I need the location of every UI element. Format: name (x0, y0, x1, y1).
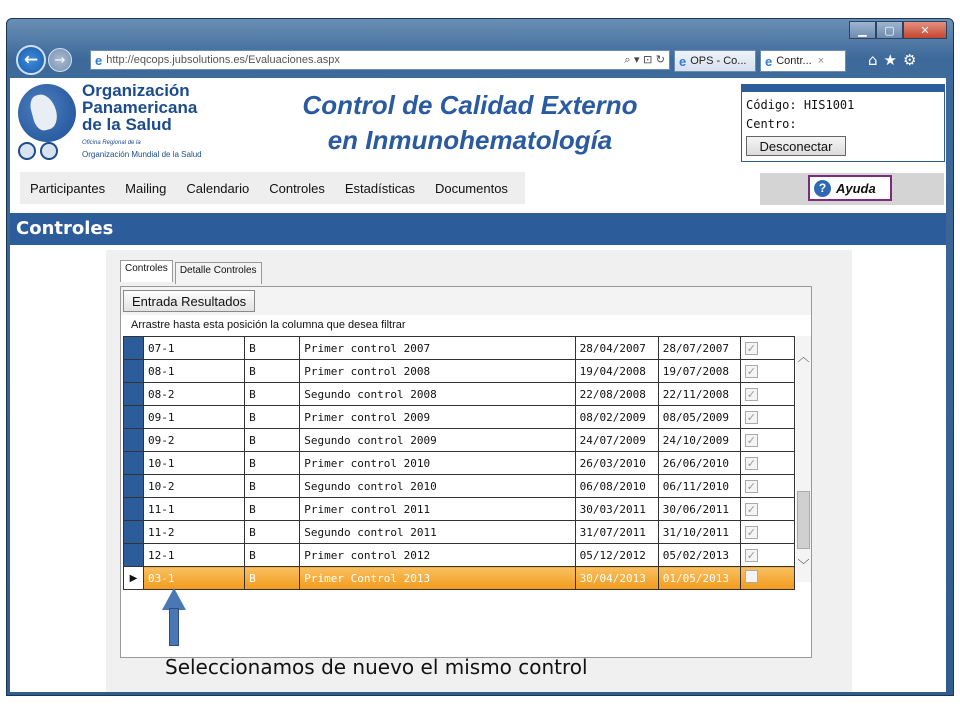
tab-controles[interactable]: Controles (120, 260, 173, 282)
row-selector[interactable] (124, 452, 144, 475)
cell-end-date: 19/07/2008 (658, 360, 740, 383)
controls-panel (106, 250, 852, 692)
help-icon: ? (814, 180, 831, 197)
cell-name: Primer control 2010 (300, 452, 575, 475)
pointer-arrow-icon (169, 608, 179, 646)
cell-start-date: 19/04/2008 (575, 360, 658, 383)
completed-checkbox[interactable]: ✓ (746, 548, 756, 562)
cell-start-date: 30/04/2013 (575, 567, 658, 590)
cell-name: Segundo control 2009 (300, 429, 575, 452)
completed-checkbox[interactable] (745, 570, 758, 583)
disconnect-button[interactable]: Desconectar (746, 136, 846, 156)
cell-end-date: 24/10/2009 (658, 429, 740, 452)
menu-controles[interactable]: Controles (269, 180, 325, 196)
panel-tabs (120, 260, 264, 284)
entrada-resultados-button[interactable]: Entrada Resultados (123, 290, 255, 312)
completed-checkbox[interactable]: ✓ (746, 479, 756, 493)
table-row[interactable] (124, 452, 795, 475)
cell-start-date: 28/04/2007 (575, 337, 658, 360)
table-row[interactable] (124, 498, 795, 521)
row-selector[interactable] (124, 406, 144, 429)
pointer-arrow-head-icon (162, 588, 186, 610)
browser-tab-ops[interactable] (674, 50, 756, 72)
cell-completed (740, 544, 794, 567)
cell-type: B (245, 406, 300, 429)
tab-close-icon[interactable]: × (817, 55, 825, 67)
menu-participantes[interactable]: Participantes (30, 180, 106, 196)
cell-completed (740, 521, 794, 544)
page-title: Control de Calidad Externo en Inmunohematología (302, 90, 638, 155)
section-title: Controles (10, 213, 946, 245)
table-row[interactable] (124, 567, 795, 590)
cell-type: B (245, 498, 300, 521)
row-selector[interactable] (124, 337, 144, 360)
controls-table (123, 336, 795, 590)
cell-type: B (245, 567, 300, 590)
org-subtitle: Oficina Regional de la (82, 140, 141, 146)
cell-type: B (245, 452, 300, 475)
help-button[interactable]: ? Ayuda (808, 175, 892, 201)
table-row[interactable] (124, 544, 795, 567)
cell-completed (740, 337, 794, 360)
table-row[interactable] (124, 337, 795, 360)
cell-code: 10-1 (144, 452, 245, 475)
cell-start-date: 05/12/2012 (575, 544, 658, 567)
cell-name: Primer control 2009 (300, 406, 575, 429)
cell-name: Primer control 2007 (300, 337, 575, 360)
codigo-row: Código: HIS1001 (746, 98, 855, 112)
completed-checkbox[interactable]: ✓ (746, 341, 756, 355)
browser-toolbar (10, 44, 948, 76)
row-selector[interactable]: ▶ (124, 567, 144, 590)
scroll-down-icon[interactable]: ﹀ (797, 558, 810, 572)
table-row[interactable] (124, 383, 795, 406)
back-button[interactable] (16, 45, 46, 75)
grid-scrollbar[interactable] (796, 336, 811, 582)
scroll-up-icon[interactable]: ︿ (797, 350, 810, 364)
back-arrow-icon: ← (23, 50, 39, 70)
menu-estadisticas[interactable]: Estadísticas (344, 180, 415, 196)
address-tools-icon[interactable]: ⌕ ▾ ⊡ ↻ (624, 53, 665, 66)
address-url: http://eqcops.jubsolutions.es/Evaluaciones.aspx (106, 54, 340, 66)
cell-type: B (245, 521, 300, 544)
cell-end-date: 01/05/2013 (658, 567, 740, 590)
ie-tab-icon: e (679, 53, 687, 69)
tab-detalle-controles[interactable]: Detalle Controles (175, 262, 262, 284)
cell-completed (740, 360, 794, 383)
cell-type: B (245, 475, 300, 498)
main-menu (20, 172, 525, 204)
who-emblem-icon (40, 142, 58, 160)
controls-grid (120, 286, 812, 658)
menu-mailing[interactable]: Mailing (125, 180, 167, 196)
ops-logo (16, 82, 226, 164)
cell-completed (740, 406, 794, 429)
cell-code: 09-1 (144, 406, 245, 429)
table-row[interactable] (124, 429, 795, 452)
row-selector[interactable] (124, 475, 144, 498)
cell-completed (740, 567, 794, 590)
cell-code: 11-2 (144, 521, 245, 544)
table-row[interactable] (124, 521, 795, 544)
row-selector[interactable] (124, 429, 144, 452)
menu-documentos[interactable]: Documentos (434, 180, 508, 196)
minimize-button[interactable]: ▁ (849, 21, 876, 39)
browser-tab-controles[interactable] (760, 50, 846, 72)
completed-checkbox[interactable]: ✓ (746, 364, 756, 378)
row-selector[interactable] (124, 360, 144, 383)
cell-completed (740, 452, 794, 475)
cell-name: Segundo control 2008 (300, 383, 575, 406)
login-box (741, 84, 945, 162)
cell-code: 11-1 (144, 498, 245, 521)
home-favorites-settings-icons[interactable]: ⌂★⚙ (868, 51, 923, 69)
menu-calendario[interactable]: Calendario (186, 180, 250, 196)
cell-end-date: 06/11/2010 (658, 475, 740, 498)
centro-row: Centro: (746, 117, 797, 131)
address-bar[interactable] (90, 50, 670, 70)
tab-label: OPS - Co... (690, 55, 747, 67)
cell-type: B (245, 360, 300, 383)
row-selector[interactable] (124, 521, 144, 544)
cell-type: B (245, 429, 300, 452)
cell-end-date: 28/07/2007 (658, 337, 740, 360)
window-controls (849, 21, 947, 39)
cell-type: B (245, 383, 300, 406)
row-selector[interactable] (124, 498, 144, 521)
cell-start-date: 22/08/2008 (575, 383, 658, 406)
completed-checkbox[interactable]: ✓ (746, 387, 756, 401)
cell-start-date: 31/07/2011 (575, 521, 658, 544)
close-window-button[interactable]: ✕ (903, 21, 947, 39)
cell-name: Segundo control 2011 (300, 521, 575, 544)
completed-checkbox[interactable]: ✓ (746, 410, 756, 424)
scroll-thumb[interactable] (797, 491, 810, 549)
cell-start-date: 08/02/2009 (575, 406, 658, 429)
completed-checkbox[interactable]: ✓ (746, 456, 756, 470)
table-row[interactable] (124, 360, 795, 383)
completed-checkbox[interactable]: ✓ (746, 433, 756, 447)
cell-name: Primer control 2012 (300, 544, 575, 567)
cell-completed (740, 383, 794, 406)
cell-completed (740, 475, 794, 498)
cell-end-date: 08/05/2009 (658, 406, 740, 429)
cell-name: Primer control 2011 (300, 498, 575, 521)
cell-name: Primer control 2008 (300, 360, 575, 383)
tab-label: Contr... (776, 55, 812, 67)
annotation-caption: Seleccionamos de nuevo el mismo control (165, 655, 588, 679)
codigo-value: HIS1001 (803, 98, 855, 112)
org-name: Organización Panamericana de la Salud (82, 81, 198, 134)
group-by-hint: Arrastre hasta esta posición la columna que desea filtrar (131, 319, 406, 331)
cell-end-date: 22/11/2008 (658, 383, 740, 406)
cell-code: 12-1 (144, 544, 245, 567)
grid-toolbar (121, 287, 811, 315)
help-bar (760, 173, 944, 205)
ie-tab-icon: e (765, 53, 773, 69)
cell-code: 08-1 (144, 360, 245, 383)
cell-start-date: 06/08/2010 (575, 475, 658, 498)
cell-name: Primer Control 2013 (300, 567, 575, 590)
cell-end-date: 30/06/2011 (658, 498, 740, 521)
completed-checkbox[interactable]: ✓ (746, 525, 756, 539)
cell-code: 09-2 (144, 429, 245, 452)
cell-end-date: 31/10/2011 (658, 521, 740, 544)
org-subtitle-who: Organización Mundial de la Salud (82, 150, 202, 159)
cell-end-date: 05/02/2013 (658, 544, 740, 567)
cell-start-date: 24/07/2009 (575, 429, 658, 452)
forward-button[interactable] (48, 48, 72, 72)
row-selector[interactable] (124, 383, 144, 406)
table-row[interactable] (124, 406, 795, 429)
cell-name: Segundo control 2010 (300, 475, 575, 498)
cell-completed (740, 429, 794, 452)
cell-end-date: 26/06/2010 (658, 452, 740, 475)
paho-emblem-icon (18, 142, 36, 160)
completed-checkbox[interactable]: ✓ (746, 502, 756, 516)
forward-arrow-icon: → (54, 52, 66, 68)
cell-type: B (245, 544, 300, 567)
cell-start-date: 26/03/2010 (575, 452, 658, 475)
cell-code: 10-2 (144, 475, 245, 498)
cell-type: B (245, 337, 300, 360)
cell-completed (740, 498, 794, 521)
cell-start-date: 30/03/2011 (575, 498, 658, 521)
cell-code: 08-2 (144, 383, 245, 406)
ie-page-icon: e (95, 52, 103, 68)
maximize-button[interactable]: ▢ (876, 21, 903, 39)
cell-code: 03-1 (144, 567, 245, 590)
cell-code: 07-1 (144, 337, 245, 360)
row-selector[interactable] (124, 544, 144, 567)
page-content (10, 78, 946, 692)
table-row[interactable] (124, 475, 795, 498)
americas-globe-icon (18, 84, 76, 142)
